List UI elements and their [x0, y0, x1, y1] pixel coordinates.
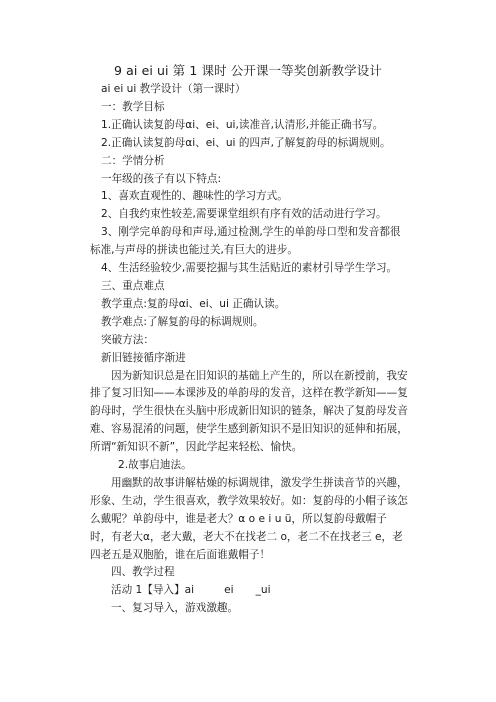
analysis-item-3: 3、刚学完单韵母和声母,通过检测,学生的单韵母口型和发音都很标准,与声母的拼读也能过关,有巨大的进步。 — [90, 226, 401, 257]
section-heading-process: 四、教学过程 — [111, 566, 175, 579]
goal-item-1: 1.正确认读复韵母αi、ei、ui,读准音,认清形,并能正确书写。 — [101, 118, 384, 131]
method-2-heading: 2.故事启迪法。 — [118, 459, 192, 472]
document-body — [90, 81, 408, 618]
analysis-item-4: 4、生活经验较少,需要挖掘与其生活贴近的素材引导学生学习。 — [101, 262, 398, 275]
method-2-paragraph: 用幽默的故事讲解枯燥的标调规律，激发学生拼读音节的兴趣，形象、生动，学生很喜欢，教学效果较好。如：复韵母的小帽子该怎么戴呢？单韵母中，谁是老大？α o e i u ü，所以复韵母戴帽子时，有老大α，老大戴，老大不在找老二 o，老二不在找老三 e，老四老五是双胞胎，谁在后面谁戴帽子！ — [90, 476, 408, 561]
analysis-item-1: 1、喜欢直观性的、趣味性的学习方式。 — [101, 190, 288, 203]
activity-1-heading — [90, 582, 408, 600]
document-title: 9 ai ei ui 第 1 课时 公开课一等奖创新教学设计 — [114, 63, 382, 78]
activity-1-label: 活动 1【导入】ai — [111, 584, 195, 597]
review-intro: 一、复习导入，游戏激趣。 — [111, 602, 239, 615]
key-point: 教学重点:复韵母αi、ei、ui 正确认读。 — [101, 297, 286, 310]
breakthrough-methods-heading: 突破方法： — [101, 333, 154, 346]
difficult-point: 教学难点:了解复韵母的标调规则。 — [101, 315, 264, 328]
analysis-item-2: 2、自我约束性较差,需要课堂组织有序有效的活动进行学习。 — [101, 208, 387, 221]
section-heading-goals: 一：教学目标 — [101, 100, 165, 113]
activity-1-ei: ei — [224, 584, 234, 597]
section-heading-analysis: 二：学情分析 — [101, 154, 165, 167]
method-1-paragraph: 因为新知识总是在旧知识的基础上产生的，所以在新授前，我安排了复习旧知——本课涉及的单韵母的发音，这样在教学新知——复韵母时，学生很快在头脑中形成新旧知识的链条，解决了复韵母发音难、容易混淆的问题，使学生感到新知识不是旧知识的延伸和拓展，所谓“新知识不新”，因此学起来轻松、愉快。 — [90, 369, 408, 454]
section-heading-key-points: 三、重点难点 — [101, 279, 165, 292]
goal-item-2: 2.正确认读复韵母αi、ei、ui 的四声,了解复韵母的标调规则。 — [101, 136, 391, 149]
lesson-subtitle: ai ei ui 教学设计（第一课时） — [101, 83, 246, 95]
analysis-intro: 一年级的孩子有以下特点: — [101, 172, 222, 185]
method-1-heading: 新旧链接循序渐进 — [101, 351, 186, 364]
activity-1-ui: _ui — [255, 584, 271, 597]
